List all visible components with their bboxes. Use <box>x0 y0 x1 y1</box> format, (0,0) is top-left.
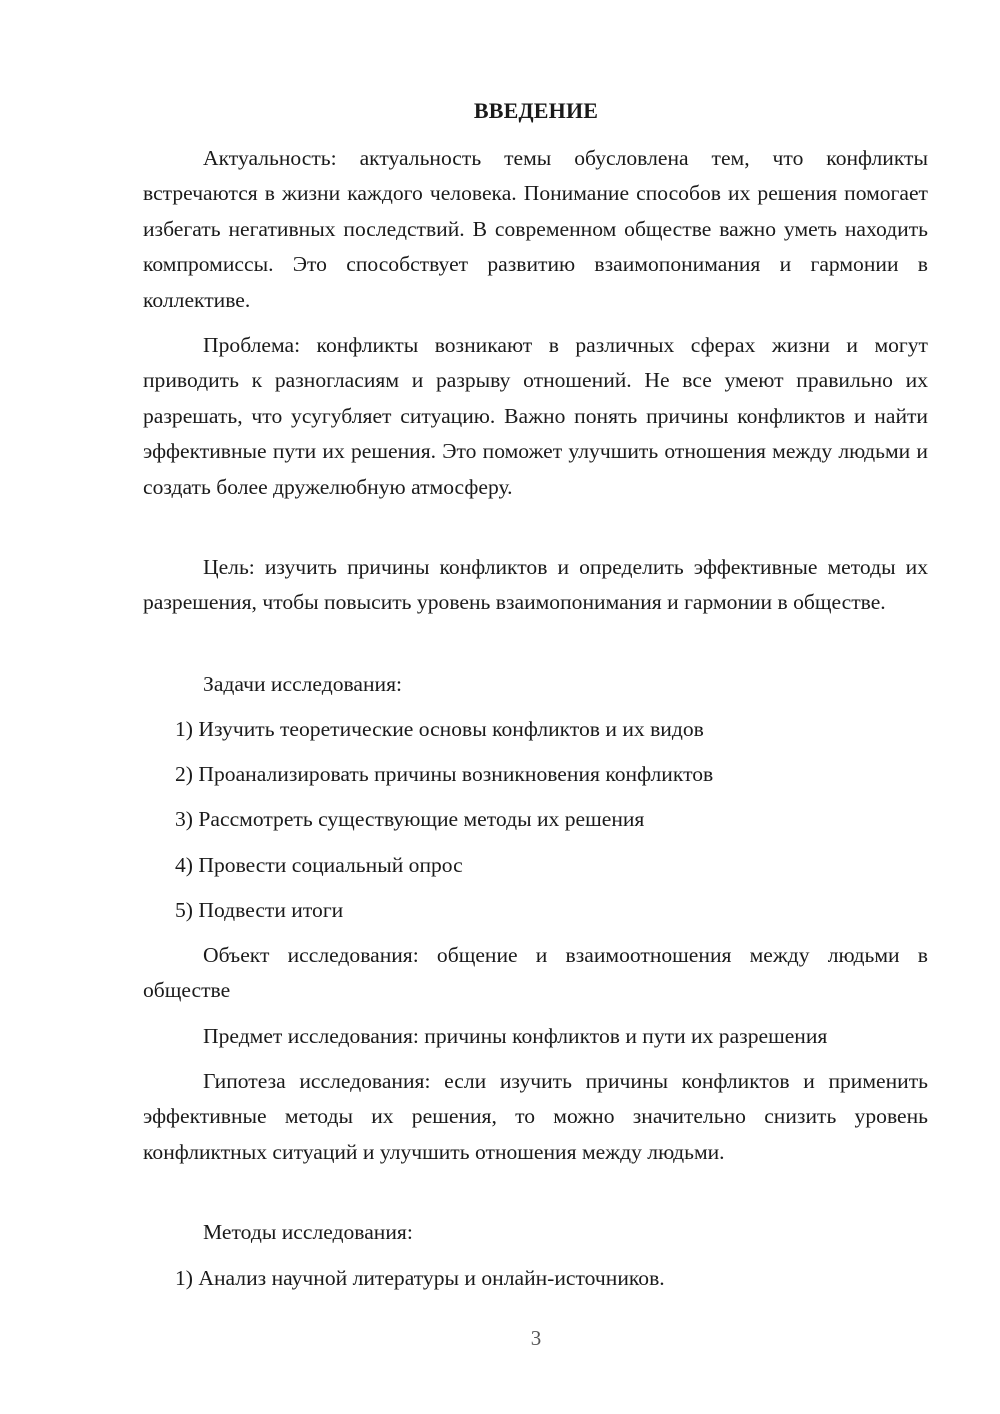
page-title: ВВЕДЕНИЕ <box>473 98 599 123</box>
goal-paragraph: Цель: изучить причины конфликтов и определить эффективные методы их разрешения, чтобы повысить уровень взаимопонимания и гармонии в обществе. <box>143 555 928 615</box>
page-number: 3 <box>530 1326 542 1350</box>
problem-paragraph: Проблема: конфликты возникают в различных сферах жизни и могут приводить к разногласиям и разрыву отношений. Не все умеют правильно их разрешать, что усугубляет ситуацию. Важно понять причины конфликтов и найти эффективные пути их решения. Это поможет улучшить отношения между людьми и создать более дружелюбную атмосферу. <box>143 333 928 499</box>
task-item-4: 4) Провести социальный опрос <box>175 853 463 877</box>
actuality-paragraph: Актуальность: актуальность темы обусловлена тем, что конфликты встречаются в жизни каждого человека. Понимание способов их решения помогает избегать негативных последствий. В современном обществе важно уметь находить компромиссы. Это способствует развитию взаимопонимания и гармонии в коллективе. <box>143 146 928 312</box>
methods-heading: Методы исследования: <box>203 1220 413 1244</box>
object-paragraph: Объект исследования: общение и взаимоотношения между людьми в обществе <box>143 943 928 1003</box>
tasks-heading: Задачи исследования: <box>203 672 403 696</box>
method-item-1: 1) Анализ научной литературы и онлайн-источников. <box>175 1266 665 1290</box>
task-item-5: 5) Подвести итоги <box>175 898 344 922</box>
hypothesis-paragraph: Гипотеза исследования: если изучить причины конфликтов и применить эффективные методы их решения, то можно значительно снизить уровень конфликтных ситуаций и улучшить отношения между людьми. <box>143 1069 928 1164</box>
task-item-1: 1) Изучить теоретические основы конфликтов и их видов <box>175 717 704 741</box>
task-item-3: 3) Рассмотреть существующие методы их решения <box>175 807 645 831</box>
task-item-2: 2) Проанализировать причины возникновения конфликтов <box>175 762 714 786</box>
subject-paragraph: Предмет исследования: причины конфликтов и пути их разрешения <box>203 1024 828 1048</box>
